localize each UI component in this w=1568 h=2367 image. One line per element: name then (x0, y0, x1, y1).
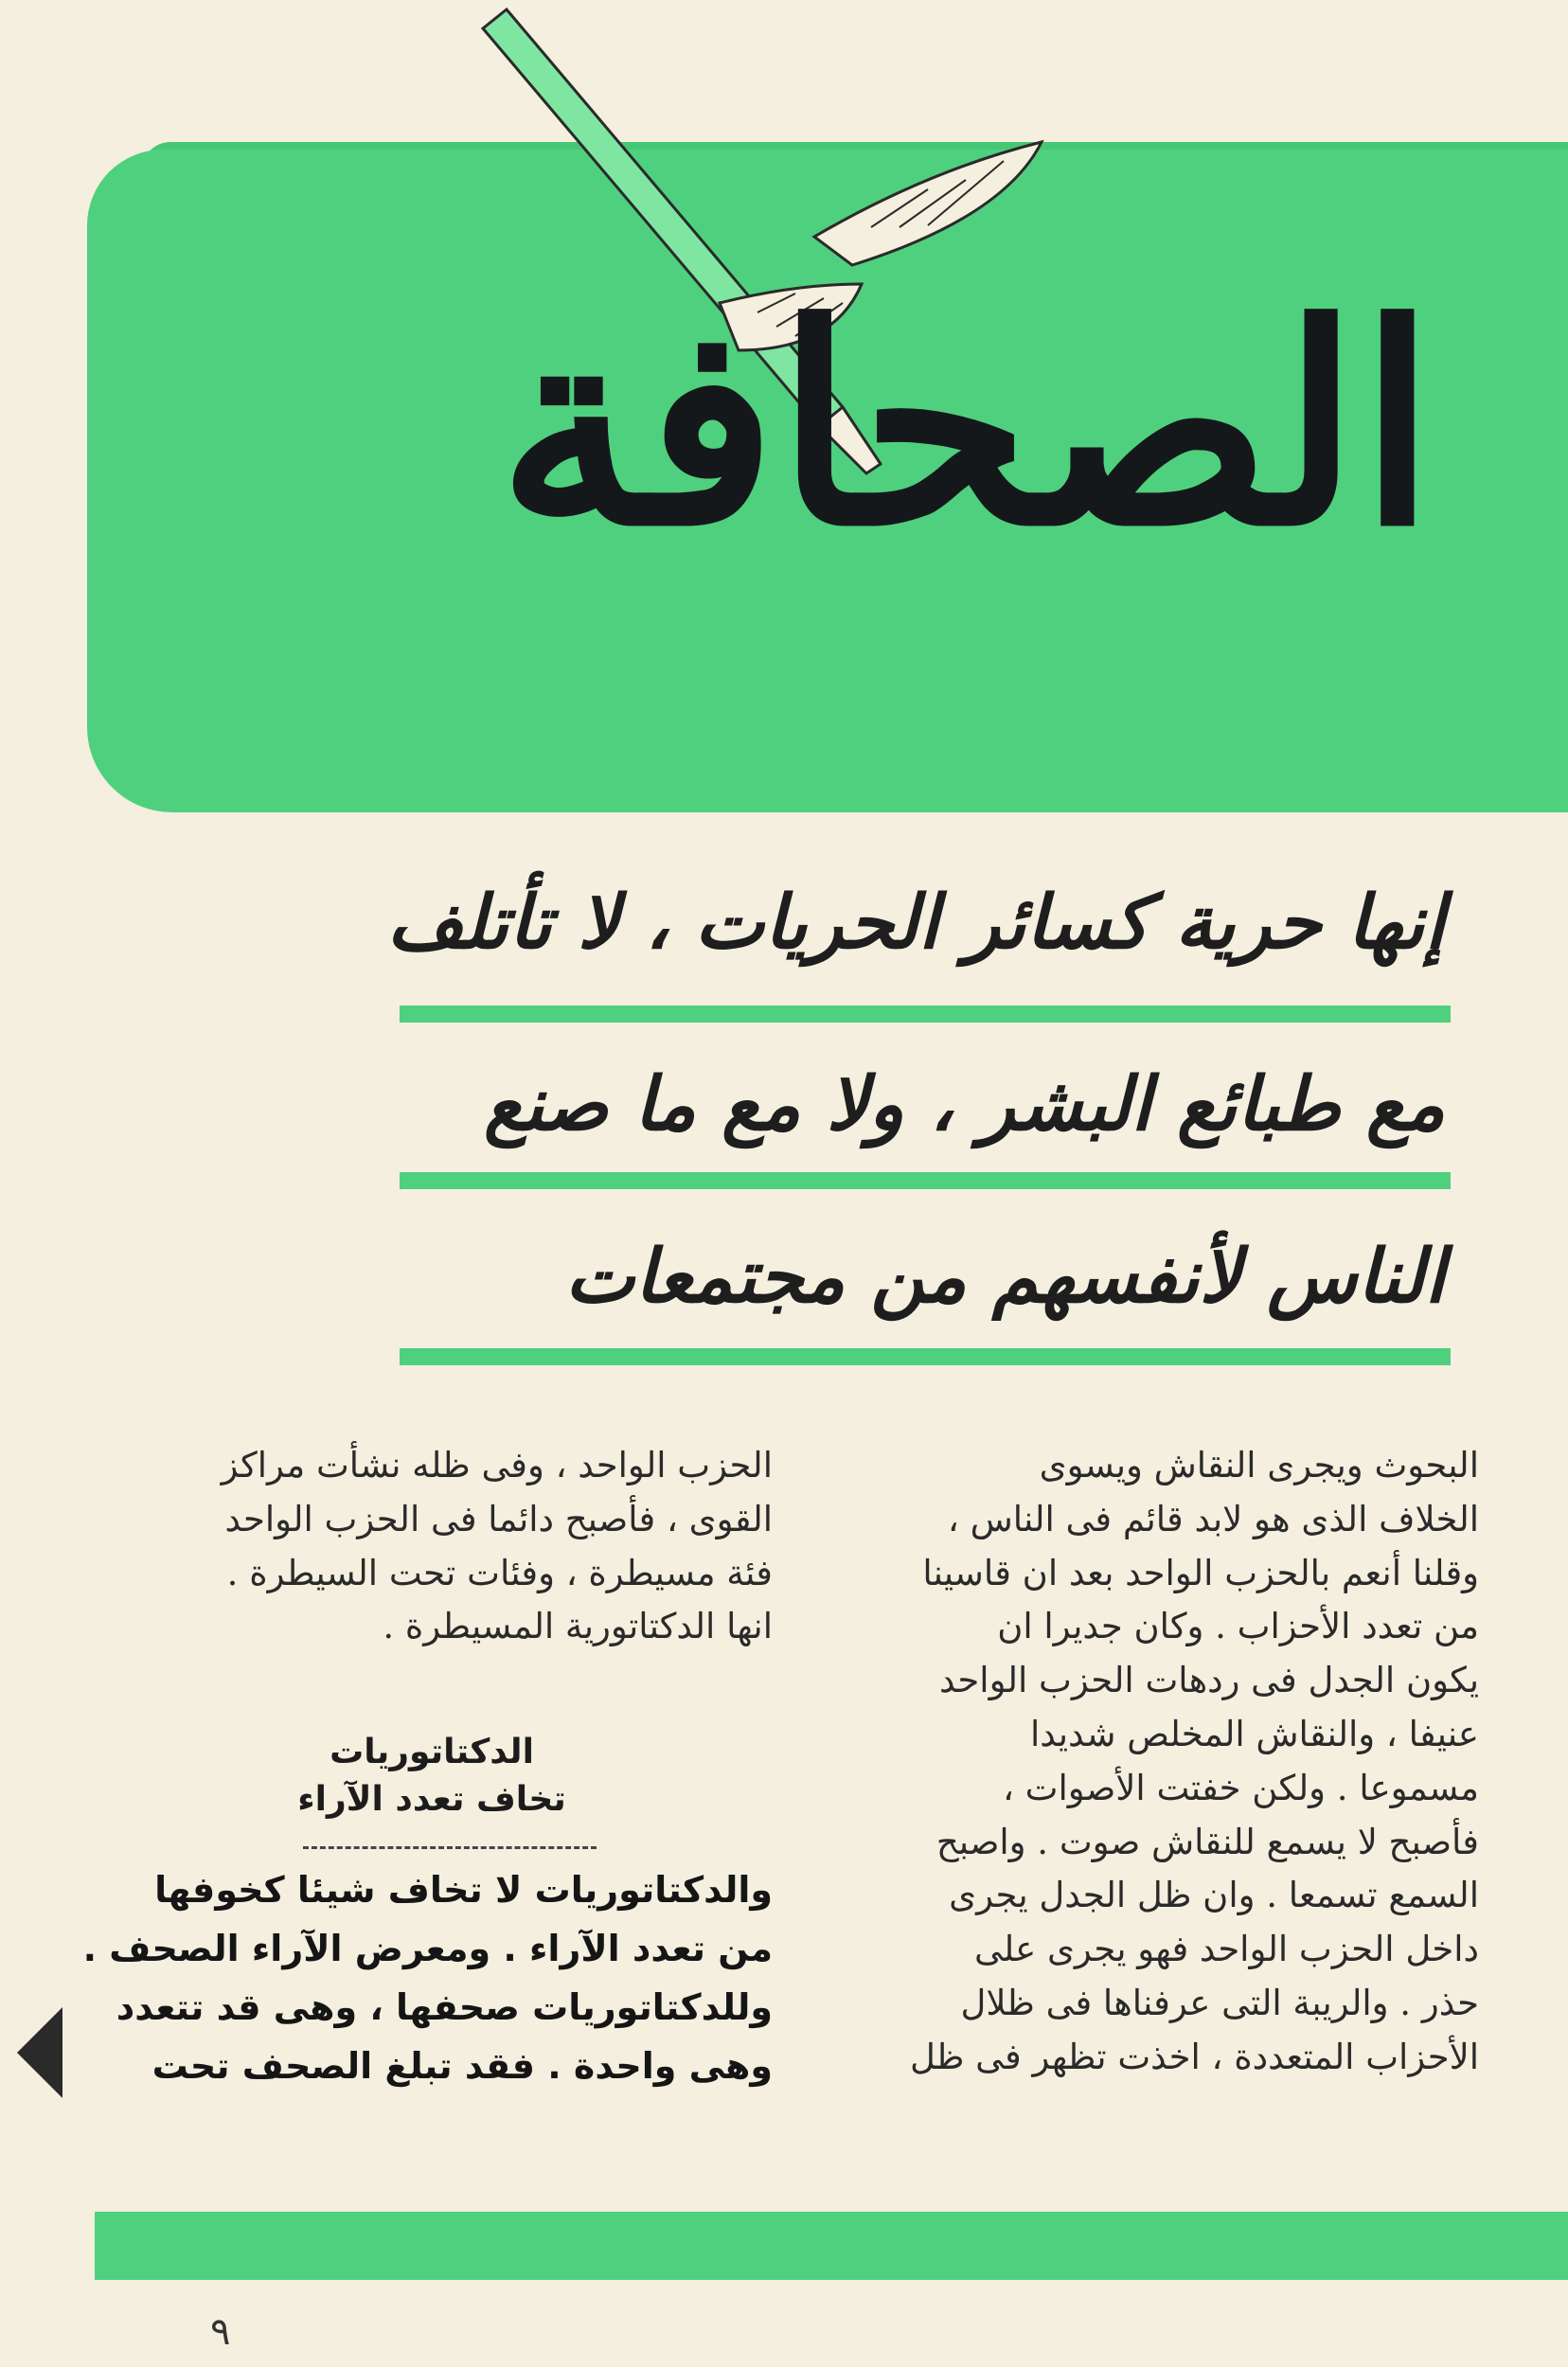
subheading-line-2: تخاف تعدد الآراء (297, 1780, 566, 1819)
text-line: فئة مسيطرة ، وفئات تحت السيطرة . (226, 1552, 773, 1593)
headline-line-3: الناس لأنفسهم من مجتمعات (564, 1234, 1445, 1320)
text-line: انها الدكتاتورية المسيطرة . (383, 1606, 773, 1647)
masthead-title: الصحافة (497, 265, 1435, 587)
text-line: وهى واحدة . فقد تبلغ الصحف تحت (151, 2045, 773, 2087)
text-line: الأحزاب المتعددة ، اخذت تظهر فى ظل (909, 2036, 1479, 2077)
text-line: عنيفا ، والنقاش المخلص شديدا (1030, 1713, 1479, 1754)
text-line: الخلاف الذى هو لابد قائم فى الناس ، (947, 1498, 1479, 1539)
text-line: يكون الجدل فى ردهات الحزب الواحد (939, 1660, 1479, 1701)
text-line: السمع تسمعا . وان ظل الجدل يجرى (949, 1875, 1479, 1916)
headline-line-1: إنها حرية كسائر الحريات ، لا تأتلف (386, 880, 1445, 966)
article-column-left (100, 1439, 773, 1654)
text-line: القوى ، فأصبح دائما فى الحزب الواحد (224, 1498, 773, 1539)
footer-bar (95, 2212, 1568, 2280)
continue-arrow-icon (17, 2007, 62, 2098)
article-column-left-bold (72, 1860, 773, 2095)
headline-divider (400, 1006, 1451, 1023)
text-line: وقلنا أنعم بالحزب الواحد بعد ان قاسينا (922, 1552, 1479, 1593)
headline-divider (400, 1172, 1451, 1189)
text-line: وللدكتاتوريات صحفها ، وهى قد تتعدد (116, 1986, 773, 2028)
subheading-underline (303, 1846, 597, 1849)
headline-divider (400, 1348, 1451, 1365)
text-line: البحوث ويجرى النقاش ويسوى (1039, 1445, 1479, 1486)
article-column-right (782, 1439, 1479, 2085)
text-line: فأصبح لا يسمع للنقاش صوت . واصبح (935, 1821, 1479, 1862)
text-line: من تعدد الآراء . ومعرض الآراء الصحف . (82, 1928, 773, 1969)
text-line: مسموعا . ولكن خفتت الأصوات ، (1002, 1767, 1479, 1808)
text-line: من تعدد الأحزاب . وكان جديرا ان (997, 1606, 1479, 1647)
text-line: حذر . والريبة التى عرفناها فى ظلال (960, 1982, 1479, 2023)
text-line: الحزب الواحد ، وفى ظله نشأت مراكز (221, 1445, 773, 1486)
text-line: داخل الحزب الواحد فهو يجرى على (974, 1929, 1479, 1970)
subheading-line-1: الدكتاتوريات (330, 1733, 534, 1771)
page-number: ٩ (210, 2310, 231, 2354)
text-line: والدكتاتوريات لا تخاف شيئا كخوفها (154, 1869, 773, 1911)
headline-line-2: مع طبائع البشر ، ولا مع ما صنع (483, 1061, 1445, 1148)
section-subheading (205, 1729, 659, 1824)
